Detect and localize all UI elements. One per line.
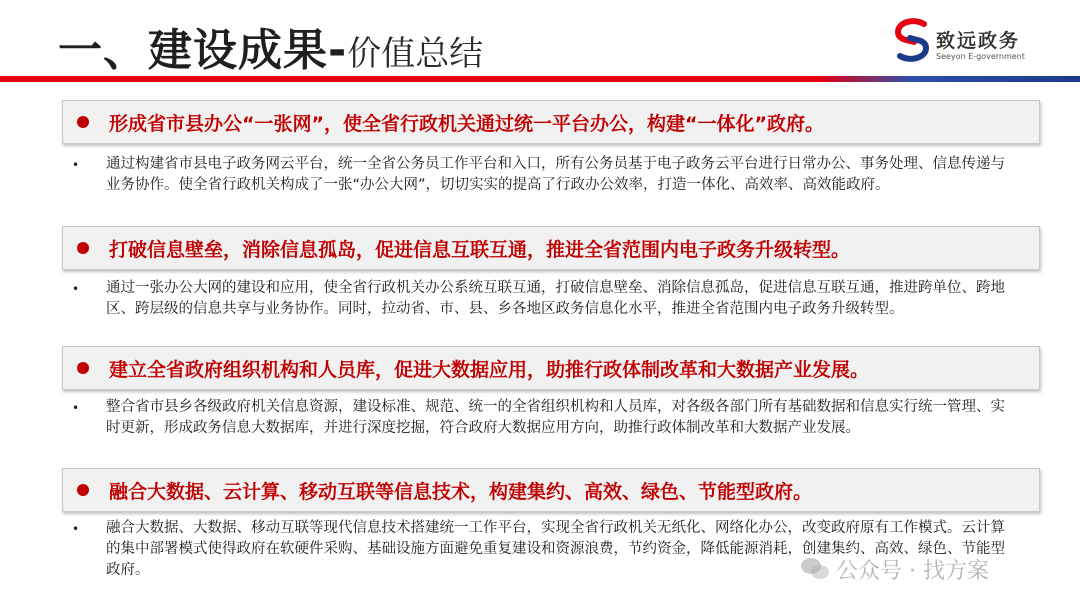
seeyon-logo-icon [892,18,932,62]
section-paragraph-3: 整合省市县乡各级政府机关信息资源，建设标准、规范、统一的全省组织机构和人员库，对各级各部门所有基础数据和信息实行统一管理、实时更新，形成政务信息大数据库，并进行深度挖掘，符合政府大数据应用方向，助推行政体制改革和大数据产业发展。 [106,399,1005,436]
bullet-dot-icon [77,242,89,254]
page-title [58,14,483,76]
logo-english: Seeyon E-government [936,52,1025,61]
wechat-icon [800,556,830,582]
section-heading-3 [62,346,1040,390]
section-heading-text: 形成省市县办公“一张网”，使全省行政机关通过统一平台办公，构建“一体化”政府。 [109,112,824,135]
section-paragraph-4: 融合大数据、大数据、移动互联等现代信息技术搭建统一工作平台，实现全省行政机关无纸化、网络化办公，改变政府原有工作模式。云计算的集中部署模式使得政府在软硬件采购、基础设施方面避免重复建设和资源浪费，节约资金，降低能源消耗，创建集约、高效、绿色、节能型政府。 [106,520,1005,578]
seeyon-logo [892,18,1052,68]
section-heading-4 [62,468,1040,512]
watermark-text: 公众号 · 找方案 [836,558,989,584]
page-title-main: 一、建设成果- [58,25,348,76]
bullet-dot-icon [77,116,89,128]
section-heading-1 [62,100,1040,144]
section-heading-text: 建立全省政府组织机构和人员库，促进大数据应用，助推行政体制改革和大数据产业发展。 [109,358,870,381]
section-heading-2 [62,226,1040,270]
bullet-icon: • [72,282,80,296]
logo-name: 致远政务 [936,30,1021,52]
watermark [800,554,989,584]
section-paragraph-1: 通过构建省市县电子政务网云平台，统一全省公务员工作平台和入口，所有公务员基于电子政务云平台进行日常办公、事务处理、信息传递与业务协作。使全省行政机关构成了一张“办公大网”，切切实实的提高了行政办公效率，打造一体化、高效率、高效能政府。 [106,156,1005,193]
bullet-dot-icon [77,362,89,374]
title-divider [0,76,1080,82]
bullet-dot-icon [77,484,89,496]
section-heading-text: 融合大数据、云计算、移动互联等信息技术，构建集约、高效、绿色、节能型政府。 [109,480,813,503]
bullet-icon: • [72,158,80,172]
page-title-sub: 价值总结 [347,34,484,74]
bullet-icon: • [72,522,80,536]
section-paragraph-2: 通过一张办公大网的建设和应用，使全省行政机关办公系统互联互通，打破信息壁垒、消除信息孤岛，促进信息互联互通，推进跨单位、跨地区、跨层级的信息共享与业务协作。同时，拉动省、市、县、乡各地区政务信息化水平，推进全省范围内电子政务升级转型。 [106,280,1005,317]
section-heading-text: 打破信息壁垒，消除信息孤岛，促进信息互联互通，推进全省范围内电子政务升级转型。 [109,238,851,261]
bullet-icon: • [72,401,80,415]
